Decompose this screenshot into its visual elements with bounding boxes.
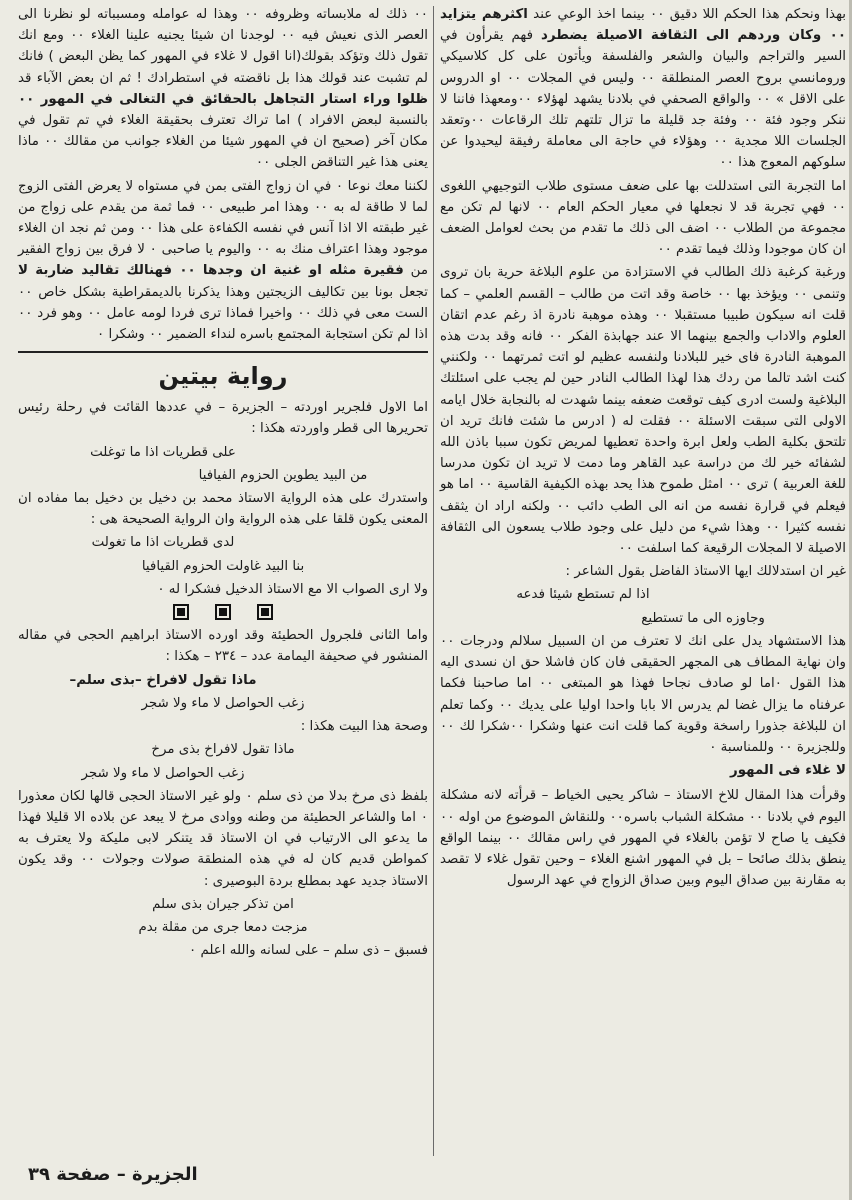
paragraph: واستدرك على هذه الرواية الاستاذ محمد بن دخيل بن دخيل بما مفاده ان المعنى يكون قلقا على هذه الرواية وان الرواية الصحيحة هى :	[18, 491, 428, 528]
verse-line: بنا البيد غاولت الحزوم القيافيا	[141, 558, 305, 574]
square-ornament-icon	[215, 604, 231, 620]
verse-line: اذا لم تستطع شيئا فدعه	[516, 587, 650, 603]
left-column	[18, 4, 428, 963]
paragraph: وصحة هذا البيت هكذا :	[300, 719, 428, 735]
square-ornament-icon	[257, 604, 273, 620]
verse-line: امن تذكر جيران بذى سلم	[152, 896, 294, 912]
section-heading: لا غلاء فى المهور	[730, 763, 846, 779]
page-footer: الجزيرة – صفحة ٣٩	[28, 1164, 198, 1185]
right-column	[440, 4, 846, 893]
verse-line: زغب الحواصل لا ماء ولا شجر	[81, 765, 245, 781]
paragraph: واما الثانى فلجرول الحطيئة وقد اورده الاستاذ ابراهيم الحجى في مقاله المنشور في صحيفة اليمامة عدد – ٢٣٤ – هكذا :	[18, 628, 428, 665]
text-run: ٠٠ ذلك له ملابساته وظروفه ٠٠ وهذا له عوامله ومسبباته لو نظرنا الى العصر الذى نعيش فيه ٠٠ لوجدنا ان شيئا يجنيه علينا الغلاء ٠٠ ومع انك تقول ذلك وتؤكد بقولك(انا اقول لا غلاء في المهور كما يظن البعض ) فانك لم تشبت عند قولك هذا بل ناقضته في استطرادك ! ثم ان بعض الآباء قد	[18, 7, 429, 86]
text-run: غير ان استدلالك ايها الاستاذ الفاضل بقول الشاعر :	[565, 564, 846, 580]
text-run: لكننا معك نوعا ٠ في ان زواج الفتى بمن في مستواه لا يعرض الفتى الزوج لما لا طاقة له به ٠٠ وهذا امر طبيعى ٠٠ فما ثمة من يقدم على زواج من غير طبقته الا اذا آنس في نفسه الكفاءة على هذا ٠٠ ومن ثم نجد ان الغلاء موجود وهذا اعتراف منك به ٠٠ واليوم يا صاحبى ٠ لا فرق بين زواج الفقير من	[18, 178, 429, 279]
paragraph	[440, 631, 846, 758]
verse-line: وجاوزه الى ما تستطيع	[641, 610, 765, 626]
text-run: هذا الاستشهاد يدل على انك لا تعترف من ان السبيل سلالم ودرجات ٠٠ وان نهاية المطاف هى المجهر الحقيقى فان كان فاشلا حق ان نسدى اليه هذا القول ٠اما لو صادف نجاحا فهذا هو المبتغى ٠٠ اما صاحبنا فكما عرفناه ما يزال غضا لم يدرس الا بابا واحدا اوليا على يديك ٠٠ وكما تعلم ان للبلاغة جذورا راسخة وقوية كما قلت انت عنها وشكرا ٠٠شكرا لك ٠٠ وللجزيرة ٠٠ وللمناسبة ٠	[440, 633, 846, 755]
paragraph: بلفظ ذى مرخ بدلا من ذى سلم ٠ ولو غير الاستاذ الحجى قالها لكان معذورا ٠ اما والشاعر الحطيئة من وطنه ووادى مرخ لا يبعد عن بلاده الا قليلا فهذا ما يدعو الى الارتياب في ان الاستاذ قد يتنكر لابى مليكة ولا يعترف به كمواطن قديم كان له في هذه المنطقة صولات وجولات ٠٠ وقد يكون الاستاذ جديد عهد بمطلع بردة البوصيرى :	[18, 788, 428, 889]
verse-line: من البيد يطوين الحزوم الفيافيا	[198, 467, 368, 483]
bold-text: ظلوا وراء استار التجاهل بالحقائق في التغالى في المهور ٠٠	[18, 91, 428, 107]
paragraph: اما الاول فلجرير اوردته – الجزيرة – في عددها القائت في رحلة رئيس تحريرها الى قطر واوردته هكذا :	[18, 400, 428, 437]
section-separator	[18, 351, 428, 353]
ornament-row	[18, 602, 428, 623]
square-ornament-icon	[173, 604, 189, 620]
text-run: اما التجربة التى استدللت بها على ضعف مستوى طلاب التوجيهي اللغوى ٠٠ فهي تجربة قد لا نجعلها في معيار الحكم العام ٠٠ لانها لم تكن مع مجموعة من الطلاب ٠٠ اضف الى ذلك ما تقدم من بحث لعوامل الضعف ان كان موجودا وذلك فيما تقدم ٠٠	[440, 178, 846, 258]
verse-line: لدى قطريات اذا ما تغولت	[91, 535, 235, 551]
text-run: بالنسبة لبعض الافراد ) اما تراك تعترف بحقيقة الغلاء في تم تقول في مكان آخر (صحيح ان في المهور شيئا من الغلاء جوانب من مقالك ٠٠ ماذا يعنى هذا غير التناقض الجلى ٠٠	[18, 113, 428, 171]
paragraph	[440, 561, 846, 582]
right-column-paragraphs	[440, 4, 846, 582]
paragraph: فسبق – ذى سلم – على لسانه والله اعلم ٠	[189, 943, 428, 959]
text-run: بهذا ونحكم هذا الحكم اللا دقيق ٠٠ بينما اخذ الوعي عند	[527, 7, 846, 22]
paragraph: ولا ارى الصواب الا مع الاستاذ الدخيل فشكرا له ٠	[157, 581, 428, 597]
text-run: تجعل بونا بين تكاليف الزيجتين وهذا يذكرنا بالديمقراطية بشكل خاص ٠٠ الست معى في ذلك ٠٠ واخيرا فماذا ترى فردا لومه عامل ٠٠ وهو فرد ٠٠ اذا لم تكن استجابة المجتمع باسره لنداء الضمير ٠٠ وشكرا ٠	[18, 284, 429, 343]
paragraph	[440, 785, 846, 891]
bold-text: اكثرهم يتزايد ٠٠ وكان وردهم الى الثقافة الاصيلة يضطرد	[440, 7, 846, 44]
column-divider	[433, 6, 434, 1156]
left-column-paragraphs	[18, 4, 428, 345]
text-run: وقرأت هذا المقال للاخ الاستاذ – شاكر يحيى الخياط – قرأته لانه مشكلة اليوم في بلادنا ٠٠ مشكلة الشباب باسره٠٠ وللنقاش الموضوع من اوله ٠٠ فكيف يا صاح لا تؤمن بالغلاء في المهور في راس مقالك ٠٠ بينما الواقع ينطق بذلك صائحا – بل في المهور اشنع الغلاء – وحين تقول غلاء لا تقصد به مقارنة بين صداق اليوم وبين صداق الزواج في عهد الرسول	[440, 788, 846, 889]
paragraph	[440, 262, 846, 559]
verse-line: مزجت دمعا جرى من مقلة بدم	[138, 919, 308, 935]
verse-line: على قطريات اذا ما توغلت	[90, 444, 236, 460]
paragraph	[18, 176, 428, 346]
right-column-paragraphs-after	[440, 631, 846, 758]
paragraph	[440, 4, 846, 174]
paragraph	[440, 176, 846, 261]
section-title: رواية بيتين	[158, 362, 288, 391]
text-run: فهم يقرأون في السير والتراجم والبيان والشعر والفلسفة ويأتون على كل كلاسيكي ورومانسي بروح العصر المنطلقة ٠٠ وليس في المجلات ٠٠ او الدروس على الاقل » ٠٠ والواقع الصحفي في بلادنا يشهد لهؤلاء ٠٠ومعهذا فاننا لا ننكر وجود فئة ٠٠ وفئة جد قليلة ما تزال تلتهم تلك الرقاعات ٠٠وتعقد الجلسات اللا مجدية ٠٠ وهؤلاء في حاجة الى معاملة رفيقة ليحيدوا عن سلوكهم المعوج هذا ٠٠	[440, 28, 847, 171]
paragraph	[18, 4, 428, 174]
verse-line: زغب الحواصل لا ماء ولا شجر	[141, 695, 305, 711]
bold-text: فقيرة مثله او غنية ان وجدها ٠٠ فهنالك تقاليد ضاربة لا	[18, 263, 404, 279]
verse-line: ماذا تقول لافراخ –بذى سلم–	[69, 672, 257, 688]
verse-line: ماذا تقول لافراخ بذى مرخ	[151, 742, 295, 758]
right-column-final	[440, 785, 846, 891]
text-run: ورغبة كرغبة ذلك الطالب في الاستزادة من علوم البلاغة حرية بان تروى وتنمى ٠٠ ويؤخذ بها ٠٠ خاصة وقد اتت من طالب – القسم العلمي – كما قلت انه سيكون طبيبا مستقبلا ٠٠ وهذه موهبة نادرة اذ رغم عدم اتقان العلوم والاداب والجمع بينهما الا عند جهابذة الفكر ٠٠ فانه وقد بدت هذه الموهبة النادرة فاى خير للبلادنا ولنفسه عظيم لو اتت ثمرتهما ٠٠ ولكنني كنت اشد تالما من ردك هذا لهذا الطالب النادر حين لم يجب على اسئلتك البلاغية ولست ادرى كيف توقعت ضعفه بينما شهدت له بالنجابة خلال ايامه الاولى التى سبقت الاسئلة ٠٠ فقلت له ( ادرس ما شئت فانك تريد ان تلتحق بكلية الطب ولعل ابرة واحدة تعطيها لمريض تكون سببا باذن الله لشفائه خير لك من دراسة عبد القاهر وما دمت لا تريد ان تكون مدرسا للغة العربية ) ترى ٠٠ امثل طموح هذا يحد بهذه الكيفية القاسية ٠٠ اما هو فيعلم في قرارة نفسه من انه الى الطب دائب ٠٠ ولكنه اراد ان يثقف نفسه كثيرا ٠٠ وهذا شيء من دليل على وجود طلاب يسعون الى الثقافة الاصيلة لا المجلات الرقيعة كما اسلفت ٠٠	[440, 265, 847, 557]
